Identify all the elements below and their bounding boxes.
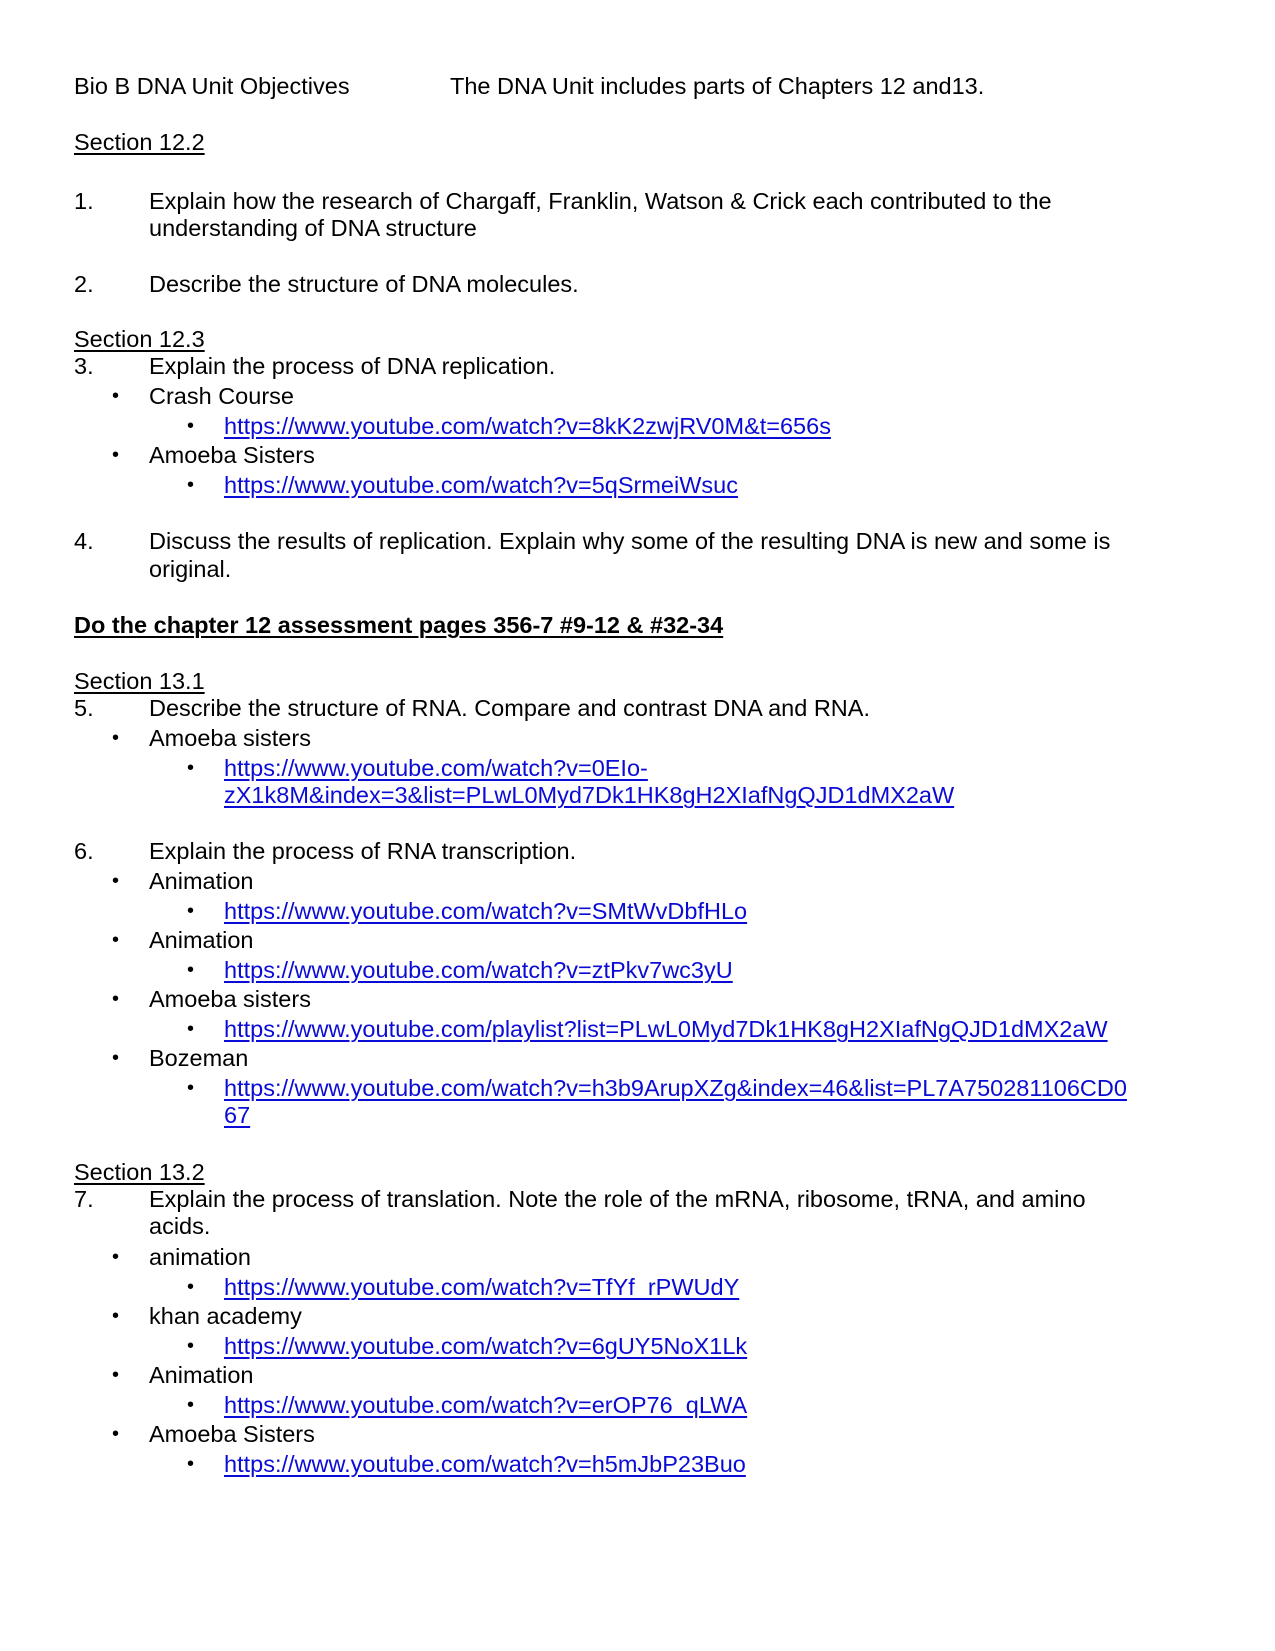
video-link[interactable]: https://www.youtube.com/playlist?list=PLwL0Myd7Dk1HK8gH2XIafNgQJD1dMX2aW [224, 1016, 1108, 1042]
video-link[interactable]: https://www.youtube.com/watch?v=8kK2zwjRV0M&t=656s [224, 413, 831, 439]
objective-text: Describe the structure of DNA molecules. [149, 271, 579, 297]
document-title: Bio B DNA Unit Objectives [74, 73, 350, 99]
bullet-icon: • [187, 1335, 195, 1357]
section-13-1-heading: Section 13.1 [74, 668, 205, 694]
objective-number: 2. [74, 271, 94, 297]
bullet-icon: • [187, 1453, 195, 1475]
bullet-icon: • [187, 757, 195, 779]
video-link[interactable]: zX1k8M&index=3&list=PLwL0Myd7Dk1HK8gH2XIafNgQJD1dMX2aW [224, 782, 955, 808]
video-link[interactable]: https://www.youtube.com/watch?v=6gUY5NoX1Lk [224, 1333, 748, 1359]
bullet-icon: • [187, 959, 195, 981]
objective-text: Explain the process of DNA replication. [149, 353, 556, 379]
objective-number: 6. [74, 838, 94, 864]
bullet-icon: • [112, 1364, 120, 1386]
bullet-icon: • [112, 1047, 120, 1069]
video-link[interactable]: https://www.youtube.com/watch?v=0EIo- [224, 755, 648, 781]
objective-text: original. [149, 556, 232, 582]
bullet-icon: • [112, 1246, 120, 1268]
section-12-3-heading: Section 12.3 [74, 326, 205, 352]
bullet-icon: • [112, 1423, 120, 1445]
resource-label: Amoeba Sisters [149, 442, 315, 468]
objective-text: Describe the structure of RNA. Compare and contrast DNA and RNA. [149, 695, 870, 721]
resource-label: Amoeba Sisters [149, 1421, 315, 1447]
resource-label: Amoeba sisters [149, 986, 311, 1012]
resource-label: Crash Course [149, 383, 294, 409]
resource-label: animation [149, 1244, 251, 1270]
bullet-icon: • [112, 727, 120, 749]
video-link[interactable]: https://www.youtube.com/watch?v=erOP76_qLWA [224, 1392, 748, 1418]
resource-label: khan academy [149, 1303, 302, 1329]
video-link[interactable]: https://www.youtube.com/watch?v=5qSrmeiWsuc [224, 472, 738, 498]
objective-number: 5. [74, 695, 94, 721]
chapter-12-assessment-note: Do the chapter 12 assessment pages 356-7 #9-12 & #32-34 [74, 612, 724, 638]
section-13-2-heading: Section 13.2 [74, 1159, 205, 1185]
objective-text: Explain how the research of Chargaff, Franklin, Watson & Crick each contributed to the [149, 188, 1052, 214]
bullet-icon: • [187, 1276, 195, 1298]
unit-chapters-note: The DNA Unit includes parts of Chapters 12 and13. [450, 73, 985, 99]
objective-number: 4. [74, 528, 94, 554]
bullet-icon: • [187, 474, 195, 496]
resource-label: Amoeba sisters [149, 725, 311, 751]
video-link[interactable]: https://www.youtube.com/watch?v=SMtWvDbfHLo [224, 898, 748, 924]
resource-label: Animation [149, 927, 254, 953]
video-link[interactable]: 67 [224, 1102, 251, 1128]
objective-text: understanding of DNA structure [149, 215, 477, 241]
objective-number: 3. [74, 353, 94, 379]
bullet-icon: • [112, 988, 120, 1010]
bullet-icon: • [112, 870, 120, 892]
bullet-icon: • [187, 1077, 195, 1099]
resource-label: Animation [149, 868, 254, 894]
video-link[interactable]: https://www.youtube.com/watch?v=ztPkv7wc3yU [224, 957, 733, 983]
bullet-icon: • [112, 444, 120, 466]
objective-text: acids. [149, 1213, 211, 1239]
section-12-2-heading: Section 12.2 [74, 129, 205, 155]
objective-text: Explain the process of RNA transcription. [149, 838, 577, 864]
bullet-icon: • [112, 929, 120, 951]
video-link[interactable]: https://www.youtube.com/watch?v=h5mJbP23Buo [224, 1451, 746, 1477]
resource-label: Animation [149, 1362, 254, 1388]
bullet-icon: • [112, 385, 120, 407]
bullet-icon: • [187, 415, 195, 437]
objective-text: Discuss the results of replication. Explain why some of the resulting DNA is new and some is [149, 528, 1111, 554]
bullet-icon: • [187, 1018, 195, 1040]
objective-text: Explain the process of translation. Note the role of the mRNA, ribosome, tRNA, and amino [149, 1186, 1086, 1212]
bullet-icon: • [187, 900, 195, 922]
resource-label: Bozeman [149, 1045, 249, 1071]
bullet-icon: • [187, 1394, 195, 1416]
objective-number: 1. [74, 188, 94, 214]
objective-number: 7. [74, 1186, 94, 1212]
video-link[interactable]: https://www.youtube.com/watch?v=TfYf_rPWUdY [224, 1274, 740, 1300]
video-link[interactable]: https://www.youtube.com/watch?v=h3b9ArupXZg&index=46&list=PL7A750281106CD0 [224, 1075, 1127, 1101]
bullet-icon: • [112, 1305, 120, 1327]
